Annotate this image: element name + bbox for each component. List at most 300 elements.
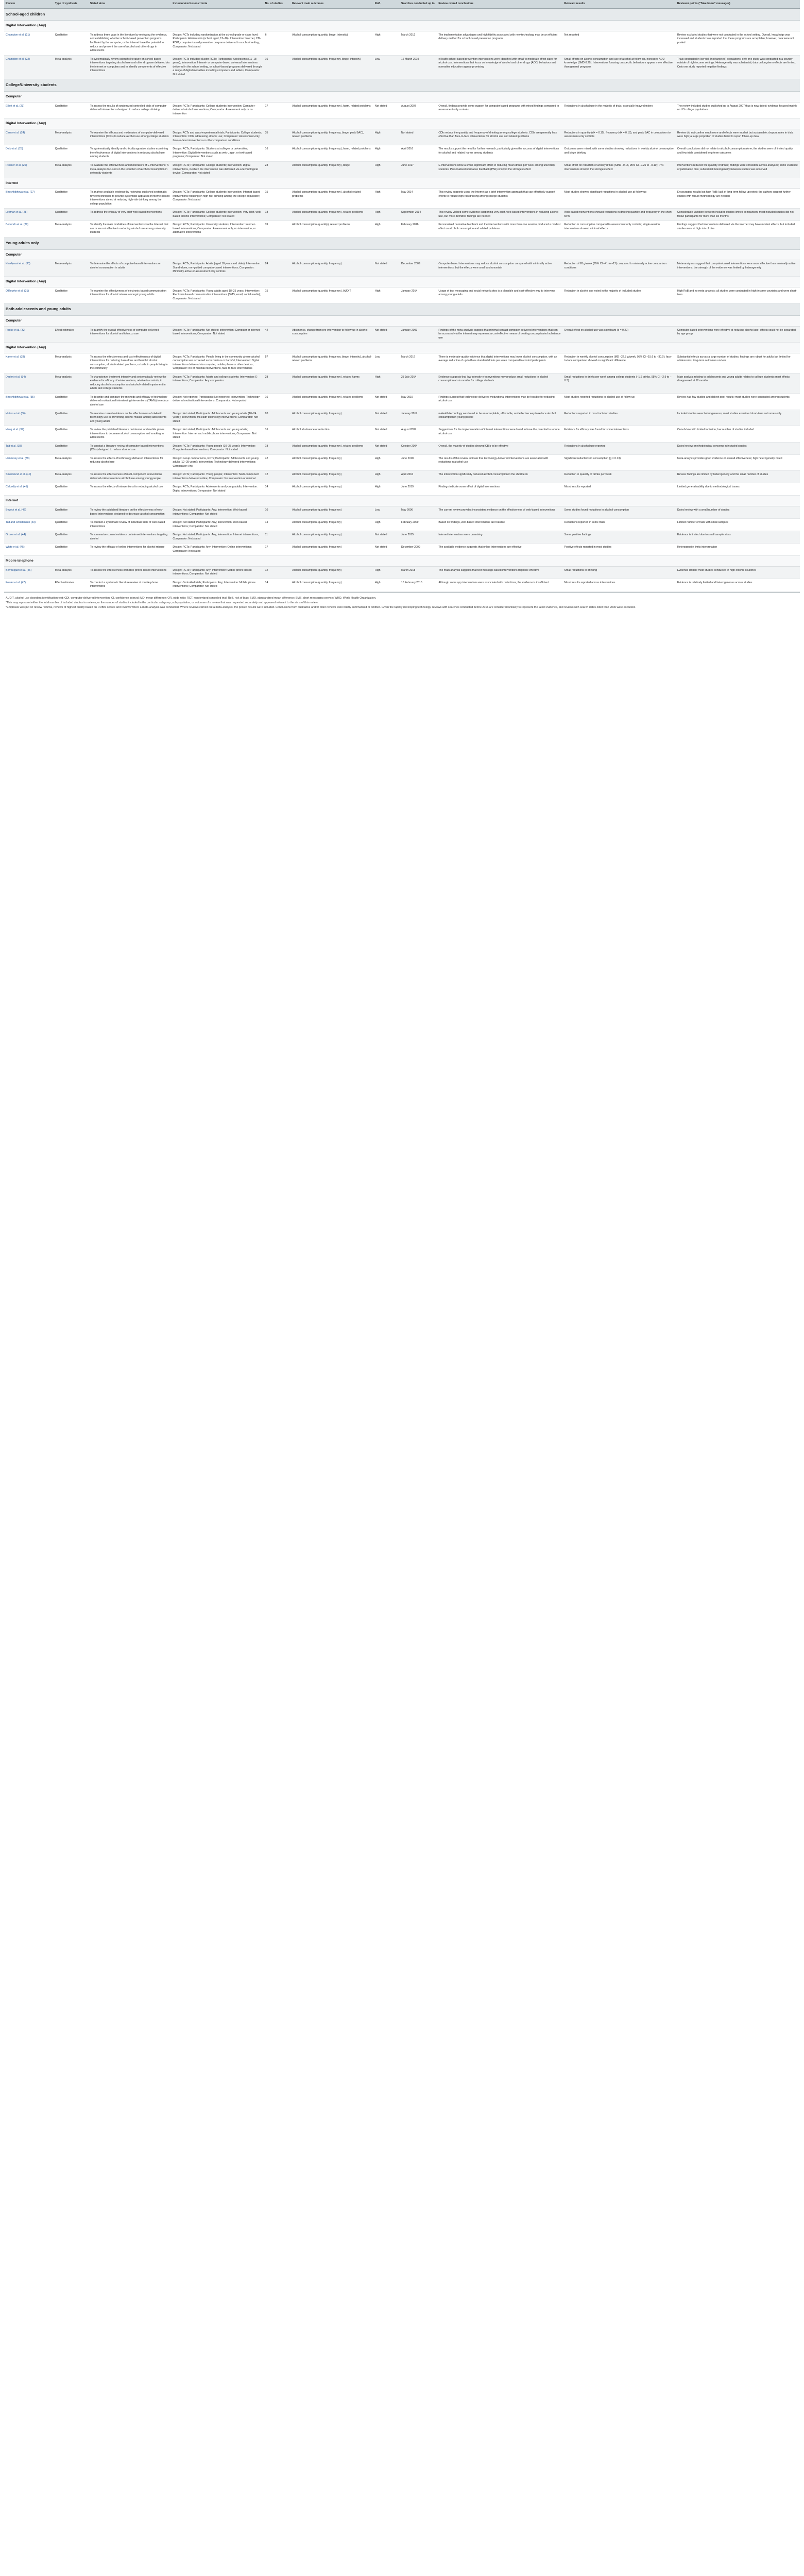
- synthesis-type-cell: Qualitative: [54, 544, 89, 556]
- search-date-cell: 16 March 2019: [400, 55, 437, 79]
- rob-cell: High: [373, 31, 400, 55]
- aims-cell: To conduct a literature review of computer-based interventions (CBIs) designed to reduce alcohol use: [89, 442, 172, 454]
- review-cell: O'Rourke et al. (31): [4, 287, 54, 303]
- rob-cell: High: [373, 454, 400, 471]
- study-count-cell: 17: [264, 102, 291, 118]
- conclusions-cell: The results support the need for further research, particularly given the success of digital interventions for alcohol and related harms among students: [437, 145, 562, 162]
- rob-cell: Not stated: [373, 544, 400, 556]
- column-header: Relevant results: [563, 0, 676, 8]
- study-count-cell: 12: [264, 471, 291, 483]
- table-row: [4, 129, 800, 145]
- intervention-subgroup-title: Digital Intervention (Any): [4, 276, 800, 287]
- study-count-cell: 11: [264, 531, 291, 544]
- synthesis-type-cell: Qualitative: [54, 506, 89, 519]
- review-cell: Bhochhibhoya et al. (27): [4, 189, 54, 209]
- review-cell: Hennessy et al. (39): [4, 454, 54, 471]
- synthesis-type-cell: Meta-analysis: [54, 373, 89, 393]
- study-count-cell: 10: [264, 506, 291, 519]
- aims-cell: To conduct a systematic review of individual trials of web-based interventions: [89, 519, 172, 531]
- intervention-subgroup-row: [4, 178, 800, 189]
- outcomes-cell: Alcohol consumption (quantity, frequency): [290, 410, 373, 426]
- outcomes-cell: Alcohol consumption (quantity, frequency, binge, intensity): [290, 55, 373, 79]
- review-cell: Carey et al. (24): [4, 129, 54, 145]
- column-header: Reviewer points ("Take home" messages): [676, 0, 800, 8]
- synthesis-type-cell: Meta-analysis: [54, 353, 89, 373]
- conclusions-cell: Findings suggest that technology-delivered motivational interventions may be feasible for reducing alcohol use: [437, 393, 562, 410]
- criteria-cell: Design: RCTs; Participants: University students; Intervention: Internet-based interventions; Comparator: Assessment only, no intervention, or alternative interventions: [171, 221, 263, 238]
- study-count-cell: 23: [264, 162, 291, 178]
- outcomes-cell: Alcohol consumption (quantity, frequency): [290, 531, 373, 544]
- aims-cell: To conduct a systematic literature review of mobile phone interventions: [89, 579, 172, 591]
- rob-cell: Low: [373, 55, 400, 79]
- intervention-subgroup-title: Digital Intervention (Any): [4, 118, 800, 129]
- take-home-cell: Heterogeneity limits interpretation: [676, 544, 800, 556]
- aims-cell: To address the efficacy of very brief web-based interventions: [89, 209, 172, 221]
- search-date-cell: February 2009: [400, 519, 437, 531]
- study-count-cell: 42: [264, 326, 291, 343]
- study-count-cell: 57: [264, 353, 291, 373]
- study-count-cell: 12: [264, 566, 291, 579]
- study-count-cell: 16: [264, 55, 291, 79]
- rob-cell: High: [373, 145, 400, 162]
- criteria-cell: Design: RCTs; Participants: Any; Intervention: Online interventions; Comparator: Not stated: [171, 544, 263, 556]
- aims-cell: To assess the effectiveness and cost-effectiveness of digital interventions for reducing hazardous and harmful alcohol consumption, alcohol-related problems, or both, in people living in the community: [89, 353, 172, 373]
- conclusions-cell: The implementation advantages and high fidelity associated with new technology may be an efficient delivery method for school-based prevention programs: [437, 31, 562, 55]
- synthesis-type-cell: Qualitative: [54, 102, 89, 118]
- outcomes-cell: Alcohol consumption (quantity, frequency), related harms: [290, 373, 373, 393]
- results-cell: Web-based interventions showed reductions in drinking quantity and frequency in the short-term: [563, 209, 676, 221]
- intervention-subgroup-row: [4, 249, 800, 260]
- results-cell: Small reductions in drinks per week among college students (–1.6 drinks, 95% CI –2.9 to –0.3): [563, 373, 676, 393]
- synthesis-type-cell: Qualitative: [54, 531, 89, 544]
- review-cell: Dick et al. (25): [4, 145, 54, 162]
- outcomes-cell: Alcohol consumption (quantity, frequency): [290, 566, 373, 579]
- aims-cell: To examine current evidence on the effectiveness of mHealth technology use in preventing alcohol misuse among adolescents and young adults: [89, 410, 172, 426]
- rob-cell: Not stated: [373, 410, 400, 426]
- table-row: [4, 260, 800, 277]
- criteria-cell: Design: RCTs; Participants: Young people (10–25 years); Intervention: Computer-based interventions; Comparator: Not stated: [171, 442, 263, 454]
- results-cell: Reductions in alcohol use in the majority of trials, especially heavy drinkers: [563, 102, 676, 118]
- study-count-cell: 14: [264, 579, 291, 591]
- synthesis-type-cell: Meta-analysis: [54, 566, 89, 579]
- conclusions-cell: Findings of the meta-analysis suggest that minimal contact computer-delivered interventions that can be accessed via the internet may represent a cost-effective means of treating uncomplicated substance use: [437, 326, 562, 343]
- review-cell: Bedendo et al. (29): [4, 221, 54, 238]
- rob-cell: High: [373, 471, 400, 483]
- aims-cell: To review the published literature on the effectiveness of web-based interventions designed to decrease alcohol consumption: [89, 506, 172, 519]
- conclusions-cell: The results of this review indicate that technology-delivered interventions are associated with reductions in alcohol use: [437, 454, 562, 471]
- take-home-cell: Evidence is relatively limited and heterogeneous across studies: [676, 579, 800, 591]
- rob-cell: Not stated: [373, 426, 400, 443]
- results-cell: Positive effects reported in most studies: [563, 544, 676, 556]
- criteria-cell: Design: Not reported; Participants: Not reported; Intervention: Technology-delivered motivational interventions; Comparator: Not reported: [171, 393, 263, 410]
- aims-cell: To quantify the overall effectiveness of computer-delivered interventions for alcohol and tobacco use: [89, 326, 172, 343]
- review-cell: Bewick et al. (42): [4, 506, 54, 519]
- search-date-cell: August 2009: [400, 426, 437, 443]
- results-cell: Reduction in weekly alcohol consumption (MD –22.8 g/week, 95% CI –15.6 to –30.0); face-to-face comparison showed no significant difference: [563, 353, 676, 373]
- review-cell: Smedslund et al. (40): [4, 471, 54, 483]
- rob-cell: Not stated: [373, 326, 400, 343]
- population-group-row: [4, 303, 800, 316]
- review-cell: Tait et al. (38): [4, 442, 54, 454]
- conclusions-cell: This review supports using the Internet as a brief intervention approach that can effectively support efforts to reduce high-risk drinking among college students: [437, 189, 562, 209]
- criteria-cell: Design: RCTs; Participants: Any; Intervention: Mobile phone-based interventions; Comparator: Not stated: [171, 566, 263, 579]
- table-row: [4, 287, 800, 303]
- outcomes-cell: Alcohol consumption (quantity, binge, intensity): [290, 31, 373, 55]
- column-header: No. of studies: [264, 0, 291, 8]
- rob-cell: High: [373, 129, 400, 145]
- study-count-cell: 18: [264, 442, 291, 454]
- search-date-cell: September 2014: [400, 209, 437, 221]
- column-header: Review: [4, 0, 54, 8]
- take-home-cell: Main analysis relating to adolescents and young adults relates to college students; most effects disappeared at 12 months: [676, 373, 800, 393]
- conclusions-cell: CDIs reduce the quantity and frequency of drinking among college students. CDIs are generally less effective than face-to-face interventions for alcohol use and related problems: [437, 129, 562, 145]
- population-group-title: Both adolescents and young adults: [4, 303, 800, 316]
- conclusions-cell: The main analysis suggests that text message-based interventions might be effective: [437, 566, 562, 579]
- synthesis-type-cell: Qualitative: [54, 189, 89, 209]
- rob-cell: Not stated: [373, 260, 400, 277]
- conclusions-cell: Internet interventions were promising: [437, 531, 562, 544]
- outcomes-cell: Alcohol consumption (quantity, frequency): [290, 544, 373, 556]
- take-home-cell: Overall conclusions did not relate to alcohol consumption alone; the studies were of limited quality, and few trials considered long-term outcomes: [676, 145, 800, 162]
- aims-cell: To systematically review scientific literature on school-based interventions targeting alcohol use and other drug use delivered via the internet or computers and to identify components of effective interventions: [89, 55, 172, 79]
- criteria-cell: Design: RCTs; Participants: College students; Intervention: Internet-based interventions focusing on high-risk drinking among the college population; Comparator: Not stated: [171, 189, 263, 209]
- rob-cell: High: [373, 209, 400, 221]
- review-table-container: [4, 0, 800, 609]
- intervention-subgroup-title: Digital Intervention (Any): [4, 343, 800, 353]
- review-cell: Berrouiguet et al. (46): [4, 566, 54, 579]
- criteria-cell: Design: Not stated; Participants: Any; Intervention: Web-based interventions; Comparator: Not stated: [171, 506, 263, 519]
- outcomes-cell: Alcohol consumption (quantity, frequency), alcohol-related problems: [290, 189, 373, 209]
- criteria-cell: Design: Not stated; Participants: Adolescents and young adults; Intervention: Internet and mobile phone interventions; Comparator: Not stated: [171, 426, 263, 443]
- aims-cell: To assess the results of randomized controlled trials of computer-delivered interventions designed to reduce college drinking: [89, 102, 172, 118]
- take-home-cell: Substantial effects across a large number of studies; findings are robust for adults but limited for adolescents; long-term outcomes unclear: [676, 353, 800, 373]
- aims-cell: To examine the efficacy and moderators of computer-delivered interventions (CDIs) to reduce alcohol use among college students: [89, 129, 172, 145]
- conclusions-cell: Evidence suggests that low-intensity e-interventions may produce small reductions in alcohol consumption at six months for college students: [437, 373, 562, 393]
- intervention-subgroup-row: [4, 276, 800, 287]
- footnote: AUDIT, alcohol use disorders identification test; CDI, computer-delivered intervention; CI, confidence interval; MD, mean difference; OR, odds ratio; RCT, randomized controlled trial; RoB, risk of bias; SMD, standardized mean difference; SMS, short messaging service; WHO, World Health Organization.: [6, 596, 377, 600]
- outcomes-cell: Alcohol consumption (quantity, frequency), related problems: [290, 393, 373, 410]
- results-cell: Small reductions in drinking: [563, 566, 676, 579]
- intervention-subgroup-title: Digital Intervention (Any): [4, 21, 800, 31]
- review-cell: Prosser et al. (26): [4, 162, 54, 178]
- rob-cell: High: [373, 566, 400, 579]
- results-cell: Evidence for efficacy was found for some interventions: [563, 426, 676, 443]
- aims-cell: To determine the effects of computer-based interventions on alcohol consumption in adults: [89, 260, 172, 277]
- search-date-cell: June 2015: [400, 531, 437, 544]
- table-row: [4, 162, 800, 178]
- review-cell: Champion et al. (21): [4, 31, 54, 55]
- population-group-title: College/University students: [4, 79, 800, 92]
- search-date-cell: May 2019: [400, 393, 437, 410]
- table-row: [4, 544, 800, 556]
- take-home-cell: Evidence limited; most studies conducted in high-income countries: [676, 566, 800, 579]
- results-cell: Mixed results reported across interventions: [563, 579, 676, 591]
- search-date-cell: December 2009: [400, 260, 437, 277]
- outcomes-cell: Alcohol consumption (quantity, frequency), binge: [290, 162, 373, 178]
- synthesis-type-cell: Qualitative: [54, 483, 89, 496]
- criteria-cell: Design: RCTs; Participants: Not stated; Intervention: Computer or internet-based interventions; Comparator: Not stated: [171, 326, 263, 343]
- review-cell: Calcedly et al. (41): [4, 483, 54, 496]
- study-count-cell: 16: [264, 426, 291, 443]
- conclusions-cell: Personalised normative feedback and the interventions with more than one session produced a modest effect on alcohol consumption and related problems: [437, 221, 562, 238]
- take-home-cell: Findings suggest that interventions delivered via the internet may have modest effects, but included studies were at high risk of bias: [676, 221, 800, 238]
- results-cell: Most studies reported reductions in alcohol use at follow-up: [563, 393, 676, 410]
- search-date-cell: December 2009: [400, 544, 437, 556]
- intervention-subgroup-title: Internet: [4, 496, 800, 506]
- study-count-cell: 16: [264, 145, 291, 162]
- results-cell: Reduction in consumption compared to assessment only controls; single-session interventions showed minimal effects: [563, 221, 676, 238]
- conclusions-cell: Although some app interventions were associated with reductions, the evidence is insufficient: [437, 579, 562, 591]
- rob-cell: High: [373, 189, 400, 209]
- table-row: [4, 373, 800, 393]
- aims-cell: To systematically identify and critically appraise studies examining the effectiveness of digital interventions in reducing alcohol use among students: [89, 145, 172, 162]
- table-row: [4, 566, 800, 579]
- table-row: [4, 426, 800, 443]
- synthesis-type-cell: Meta-analysis: [54, 471, 89, 483]
- aims-cell: To review the efficacy of online interventions for alcohol misuse: [89, 544, 172, 556]
- outcomes-cell: Alcohol consumption (quantity, frequency): [290, 471, 373, 483]
- take-home-cell: Meta-analyses suggest that computer-based interventions were more effective than minimally active interventions; the strength of the evidence was limited by heterogeneity: [676, 260, 800, 277]
- review-cell: White et al. (45): [4, 544, 54, 556]
- outcomes-cell: Alcohol consumption (quantity, frequency), harm, related problems: [290, 102, 373, 118]
- conclusions-cell: Computer-based interventions may reduce alcohol consumption compared with minimally active interventions, but the effects were small and uncertain: [437, 260, 562, 277]
- take-home-cell: Limited generalisability due to methodological issues: [676, 483, 800, 496]
- criteria-cell: Design: RCTs; Participants: Adults and college students; Intervention: E-interventions; Comparator: Any comparator: [171, 373, 263, 393]
- column-header: RoB: [373, 0, 400, 8]
- synthesis-type-cell: Qualitative: [54, 287, 89, 303]
- review-cell: Hutton et al. (36): [4, 410, 54, 426]
- intervention-subgroup-title: Computer: [4, 92, 800, 103]
- rob-cell: High: [373, 221, 400, 238]
- intervention-subgroup-row: [4, 343, 800, 353]
- synthesis-type-cell: Qualitative: [54, 209, 89, 221]
- outcomes-cell: Alcohol consumption (quantity, frequency): [290, 506, 373, 519]
- rob-cell: High: [373, 483, 400, 496]
- criteria-cell: Design: Not stated; Participants: Adolescents and young adults (10–24 years); Intervention: mHealth technology interventions; Comparator: Not stated: [171, 410, 263, 426]
- conclusions-cell: Based on findings, web-based interventions are feasible: [437, 519, 562, 531]
- take-home-cell: Review excluded studies that were not conducted in the school setting. Overall, knowledge was increased and students have reported that these programs are acceptable; however, data were not pooled: [676, 31, 800, 55]
- intervention-subgroup-row: [4, 315, 800, 326]
- synthesis-type-cell: Meta-analysis: [54, 55, 89, 79]
- conclusions-cell: Findings indicate some effect of digital interventions: [437, 483, 562, 496]
- take-home-cell: Review had few studies and did not pool results; most studies were conducted among students: [676, 393, 800, 410]
- table-footnotes: [4, 592, 800, 609]
- criteria-cell: Design: RCTs; Participants: Students at colleges or universities; Intervention: Digital interventions such as web-, app-, or text-based programs; Comparator: Not stated: [171, 145, 263, 162]
- search-date-cell: April 2016: [400, 145, 437, 162]
- rob-cell: High: [373, 287, 400, 303]
- take-home-cell: Review did not confirm much more and effects were modest but sustainable; dropout rates in trials were high; a large proportion of studies failed to report follow-up data: [676, 129, 800, 145]
- synthesis-type-cell: Meta-analysis: [54, 129, 89, 145]
- synthesis-type-cell: Qualitative: [54, 145, 89, 162]
- study-count-cell: 14: [264, 483, 291, 496]
- synthesis-type-cell: Qualitative: [54, 410, 89, 426]
- rob-cell: Not stated: [373, 102, 400, 118]
- study-count-cell: 39: [264, 221, 291, 238]
- column-header: Stated aims: [89, 0, 172, 8]
- take-home-cell: Included studies were heterogeneous; most studies examined short-term outcomes only: [676, 410, 800, 426]
- population-group-title: School-aged children: [4, 8, 800, 21]
- aims-cell: To assess the effectiveness of multi-component interventions delivered online to reduce alcohol use among young people: [89, 471, 172, 483]
- criteria-cell: Design: RCTs; Participants: Young people; Intervention: Multi-component interventions delivered online; Comparator: No intervention or minimal: [171, 471, 263, 483]
- search-date-cell: June 2017: [400, 162, 437, 178]
- criteria-cell: Design: RCTs; Participants: College students; Intervention: Computer-delivered alcohol interventions; Comparator: Assessment only or no intervention: [171, 102, 263, 118]
- study-count-cell: 16: [264, 393, 291, 410]
- outcomes-cell: Alcohol consumption (quantity, frequency): [290, 579, 373, 591]
- rob-cell: High: [373, 579, 400, 591]
- table-row: [4, 471, 800, 483]
- review-cell: Bhochhibhoya et al. (35): [4, 393, 54, 410]
- results-cell: Reductions reported in most included studies: [563, 410, 676, 426]
- synthesis-type-cell: Meta-analysis: [54, 162, 89, 178]
- outcomes-cell: Alcohol consumption (quantity, frequency): [290, 454, 373, 471]
- aims-cell: To assess the effects of technology-delivered interventions for reducing alcohol use: [89, 454, 172, 471]
- search-date-cell: October 2004: [400, 442, 437, 454]
- systematic-reviews-table: [4, 0, 800, 591]
- outcomes-cell: Alcohol consumption (quantity, frequency): [290, 483, 373, 496]
- table-row: [4, 579, 800, 591]
- review-cell: Dedert et al. (34): [4, 373, 54, 393]
- take-home-cell: Dated review; methodological concerns in included studies: [676, 442, 800, 454]
- search-date-cell: April 2016: [400, 471, 437, 483]
- conclusions-cell: This review yielded some evidence supporting very brief, web-based interventions in reducing alcohol use, but more definitive findings are needed: [437, 209, 562, 221]
- search-date-cell: June 2019: [400, 483, 437, 496]
- intervention-subgroup-row: [4, 118, 800, 129]
- outcomes-cell: Alcohol consumption (quantity, frequency), related problems: [290, 442, 373, 454]
- synthesis-type-cell: Meta-analysis: [54, 260, 89, 277]
- outcomes-cell: Alcohol consumption (quantity, frequency, binge, intensity), alcohol-related problems: [290, 353, 373, 373]
- synthesis-type-cell: Qualitative: [54, 393, 89, 410]
- take-home-cell: Trials conducted in low-risk (not targeted) populations; only one study was conducted in a country outside of high-income settings. Heterogeneity was substantial; data on long-term effects are limited. Only one study reported negative findings: [676, 55, 800, 79]
- take-home-cell: Interventions reduced the quantity of drinks; findings were consistent across analyses; some evidence of publication bias; substantial heterogeneity between studies was observed: [676, 162, 800, 178]
- criteria-cell: Design: RCTs including randomization at the school grade or class level; Participants: Adolescents (school aged, 12–16); Intervention: Internet, CD-ROM, computer-based prevention programs delivered in a school setting; Comparator: Not stated: [171, 31, 263, 55]
- conclusions-cell: Suggestions for the implementation of internet interventions were found to have the potential to reduce alcohol use: [437, 426, 562, 443]
- table-row: [4, 145, 800, 162]
- synthesis-type-cell: Effect estimates: [54, 326, 89, 343]
- aims-cell: To analyse available evidence by reviewing published systematic review techniques to provide systematic appraisal of internet-based interventions aimed at reducing high-risk drinking among the college population: [89, 189, 172, 209]
- study-count-cell: 35: [264, 129, 291, 145]
- table-row: [4, 209, 800, 221]
- search-date-cell: August 2007: [400, 102, 437, 118]
- search-date-cell: March 2018: [400, 566, 437, 579]
- conclusions-cell: E-Interventions show a small, significant effect in reducing mean drinks per week among university students. Personalised normative feedback (PNF) showed the strongest effect: [437, 162, 562, 178]
- population-group-row: [4, 79, 800, 92]
- column-header: Review overall conclusions: [437, 0, 562, 8]
- study-count-cell: 6: [264, 31, 291, 55]
- outcomes-cell: Alcohol consumption (quantity, frequency), harm, related problems: [290, 145, 373, 162]
- results-cell: Significant reductions in consumption (g = 0.13): [563, 454, 676, 471]
- column-header: Relevant main outcomes: [290, 0, 373, 8]
- search-date-cell: June 2018: [400, 454, 437, 471]
- intervention-subgroup-title: Computer: [4, 315, 800, 326]
- table-row: [4, 55, 800, 79]
- results-cell: Some studies found reductions in alcohol consumption: [563, 506, 676, 519]
- aims-cell: To examine the effectiveness of electronic-based communication interventions for alcohol misuse amongst young adults: [89, 287, 172, 303]
- take-home-cell: Out-of-date with limited inclusion; low number of studies included: [676, 426, 800, 443]
- results-cell: Outcomes were mixed, with some studies showing reductions in weekly alcohol consumption and binge drinking: [563, 145, 676, 162]
- review-cell: Fowler et al. (47): [4, 579, 54, 591]
- footnote: *Emphasis was put on review reviews, reviews of highest quality based on ROBIS scores and reviews where a meta-analysis was conducted. Where reviews carried out a meta-analysis, the pooled results were included. Conclusions from qualitative and/or older reviews were briefly summarised or omitted. Given the rapidly developing technology, reviews with searches conducted before 2016 are considered unlikely to represent the latest evidence, and reviews with search dates older than 2006 were excluded.: [6, 606, 636, 609]
- take-home-cell: High RoB and no meta-analysis; all studies were conducted in high-income countries and were short-term: [676, 287, 800, 303]
- intervention-subgroup-row: [4, 556, 800, 567]
- review-cell: Leeman et al. (28): [4, 209, 54, 221]
- study-count-cell: 42: [264, 454, 291, 471]
- results-cell: Reduction of 26 g/week (95% CI –41 to –12) compared to minimally active comparison conditions: [563, 260, 676, 277]
- synthesis-type-cell: Effect estimates: [54, 579, 89, 591]
- take-home-cell: Meta-analysis provides good evidence on overall effectiveness; high heterogeneity noted: [676, 454, 800, 471]
- results-cell: Reduction in alcohol use noted in the majority of included studies: [563, 287, 676, 303]
- study-count-cell: 15: [264, 287, 291, 303]
- population-group-row: [4, 8, 800, 21]
- synthesis-type-cell: Meta-analysis: [54, 454, 89, 471]
- conclusions-cell: Overall, the majority of studies showed CBIs to be effective: [437, 442, 562, 454]
- review-cell: Khadjesari et al. (30): [4, 260, 54, 277]
- results-cell: Not reported: [563, 31, 676, 55]
- table-body: [4, 8, 800, 591]
- intervention-subgroup-row: [4, 92, 800, 103]
- criteria-cell: Design: RCTs including cluster RCTs; Participants: Adolescents (11–18 years); Intervention: Internet- or computer-based universal interventions delivered in the school setting, or school-based programs delivered through a range of digital modalities including computers and tablets; Comparator: Not stated: [171, 55, 263, 79]
- conclusions-cell: The intervention significantly reduced alcohol consumption in the short term: [437, 471, 562, 483]
- conclusions-cell: Usage of text messaging and social network sites is a plausible and cost-effective way to intervene among young adults: [437, 287, 562, 303]
- criteria-cell: Design: RCTs and quasi-experimental trials; Participants: College students; Intervention: CDIs addressing alcohol use; Comparator: Assessment-only, face-to-face interventions or other comparison conditions: [171, 129, 263, 145]
- aims-cell: To address three gaps in the literature by reviewing the evidence, and establishing whether school-based prevention programs facilitated by the computer, or the internet have the potential to reduce and prevent the use of alcohol and other drugs in adolescents: [89, 31, 172, 55]
- search-date-cell: May 2006: [400, 506, 437, 519]
- results-cell: Small effect on reduction of weekly drinks (SMD –0.18, 95% CI –0.25 to –0.10); PNF interventions showed the strongest effect: [563, 162, 676, 178]
- outcomes-cell: Alcohol consumption (quantity, frequency), AUDIT: [290, 287, 373, 303]
- column-header: Type of synthesis: [54, 0, 89, 8]
- rob-cell: High: [373, 373, 400, 393]
- study-count-cell: 17: [264, 544, 291, 556]
- table-row: [4, 326, 800, 343]
- table-row: [4, 531, 800, 544]
- results-cell: Most studies showed significant reductions in alcohol use at follow-up: [563, 189, 676, 209]
- study-count-cell: 15: [264, 189, 291, 209]
- outcomes-cell: Alcohol consumption (quantity, frequency): [290, 260, 373, 277]
- search-date-cell: 25 July 2014: [400, 373, 437, 393]
- criteria-cell: Design: RCTs; Participants: People living in the community whose alcohol consumption was screened as hazardous or harmful; Intervention: Digital interventions delivered via computer, mobile phone or other devices; Comparator: No or minimal interventions, face-to-face interventions: [171, 353, 263, 373]
- table-row: [4, 189, 800, 209]
- results-cell: Reductions in quantity (d+ = 0.15), frequency (d+ = 0.18), and peak BAC in comparison to assessment-only controls: [563, 129, 676, 145]
- footnote: *This may represent either the total number of included studies in reviews, or the number of studies included in the particular subgroup, sub population, or outcome of a review that was requested separately and appeared relevant to the aims of this review.: [6, 601, 318, 605]
- criteria-cell: Design: Controlled trials; Participants: Any; Intervention: Mobile phone interventions; Comparator: Not stated: [171, 579, 263, 591]
- study-count-cell: 24: [264, 260, 291, 277]
- aims-cell: To summarize current evidence on internet interventions targeting alcohol: [89, 531, 172, 544]
- aims-cell: To characterize treatment intensity and systematically review the evidence for efficacy of e-interventions, relative to controls, in reducing alcohol consumption and alcohol-related impairment in adults and college students: [89, 373, 172, 393]
- results-cell: Reductions reported in some trials: [563, 519, 676, 531]
- search-date-cell: March 2012: [400, 31, 437, 55]
- rob-cell: Low: [373, 353, 400, 373]
- search-date-cell: January 2009: [400, 326, 437, 343]
- take-home-cell: Encouraging results but high RoB; lack of long-term follow-up noted; the authors suggest further studies with robust methodology are needed: [676, 189, 800, 209]
- review-cell: Tait and Christensen (43): [4, 519, 54, 531]
- criteria-cell: Design: Not stated; Participants: Any; Intervention: Web-based interventions; Comparator: Not stated: [171, 519, 263, 531]
- outcomes-cell: Alcohol consumption (quantity, frequency, binge, peak BAC), related problems: [290, 129, 373, 145]
- criteria-cell: Design: RCTs; Participants: Adults (aged 18 years and older); Intervention: Stand-alone, non-guided computer-based interventions; Comparator: Minimally active or assessment only controls: [171, 260, 263, 277]
- study-count-cell: 20: [264, 410, 291, 426]
- aims-cell: To assess the effectiveness of mobile phone-based interventions: [89, 566, 172, 579]
- intervention-subgroup-row: [4, 21, 800, 31]
- review-cell: Grover et al. (44): [4, 531, 54, 544]
- results-cell: Mixed results reported: [563, 483, 676, 496]
- intervention-subgroup-title: Internet: [4, 178, 800, 189]
- synthesis-type-cell: Meta-analysis: [54, 221, 89, 238]
- table-row: [4, 454, 800, 471]
- review-cell: Kaner et al. (33): [4, 353, 54, 373]
- synthesis-type-cell: Qualitative: [54, 426, 89, 443]
- table-row: [4, 31, 800, 55]
- results-cell: Some positive findings: [563, 531, 676, 544]
- aims-cell: To evaluate the effectiveness and moderators of E-Interventions; A meta-analysis focused on the reduction of alcohol consumption in university students: [89, 162, 172, 178]
- results-cell: Small effects on alcohol consumption and use of alcohol at follow-up, increased AOD knowledge (SMD 0.29). Interventions focusing on specific behaviours appear more effective than general programs: [563, 55, 676, 79]
